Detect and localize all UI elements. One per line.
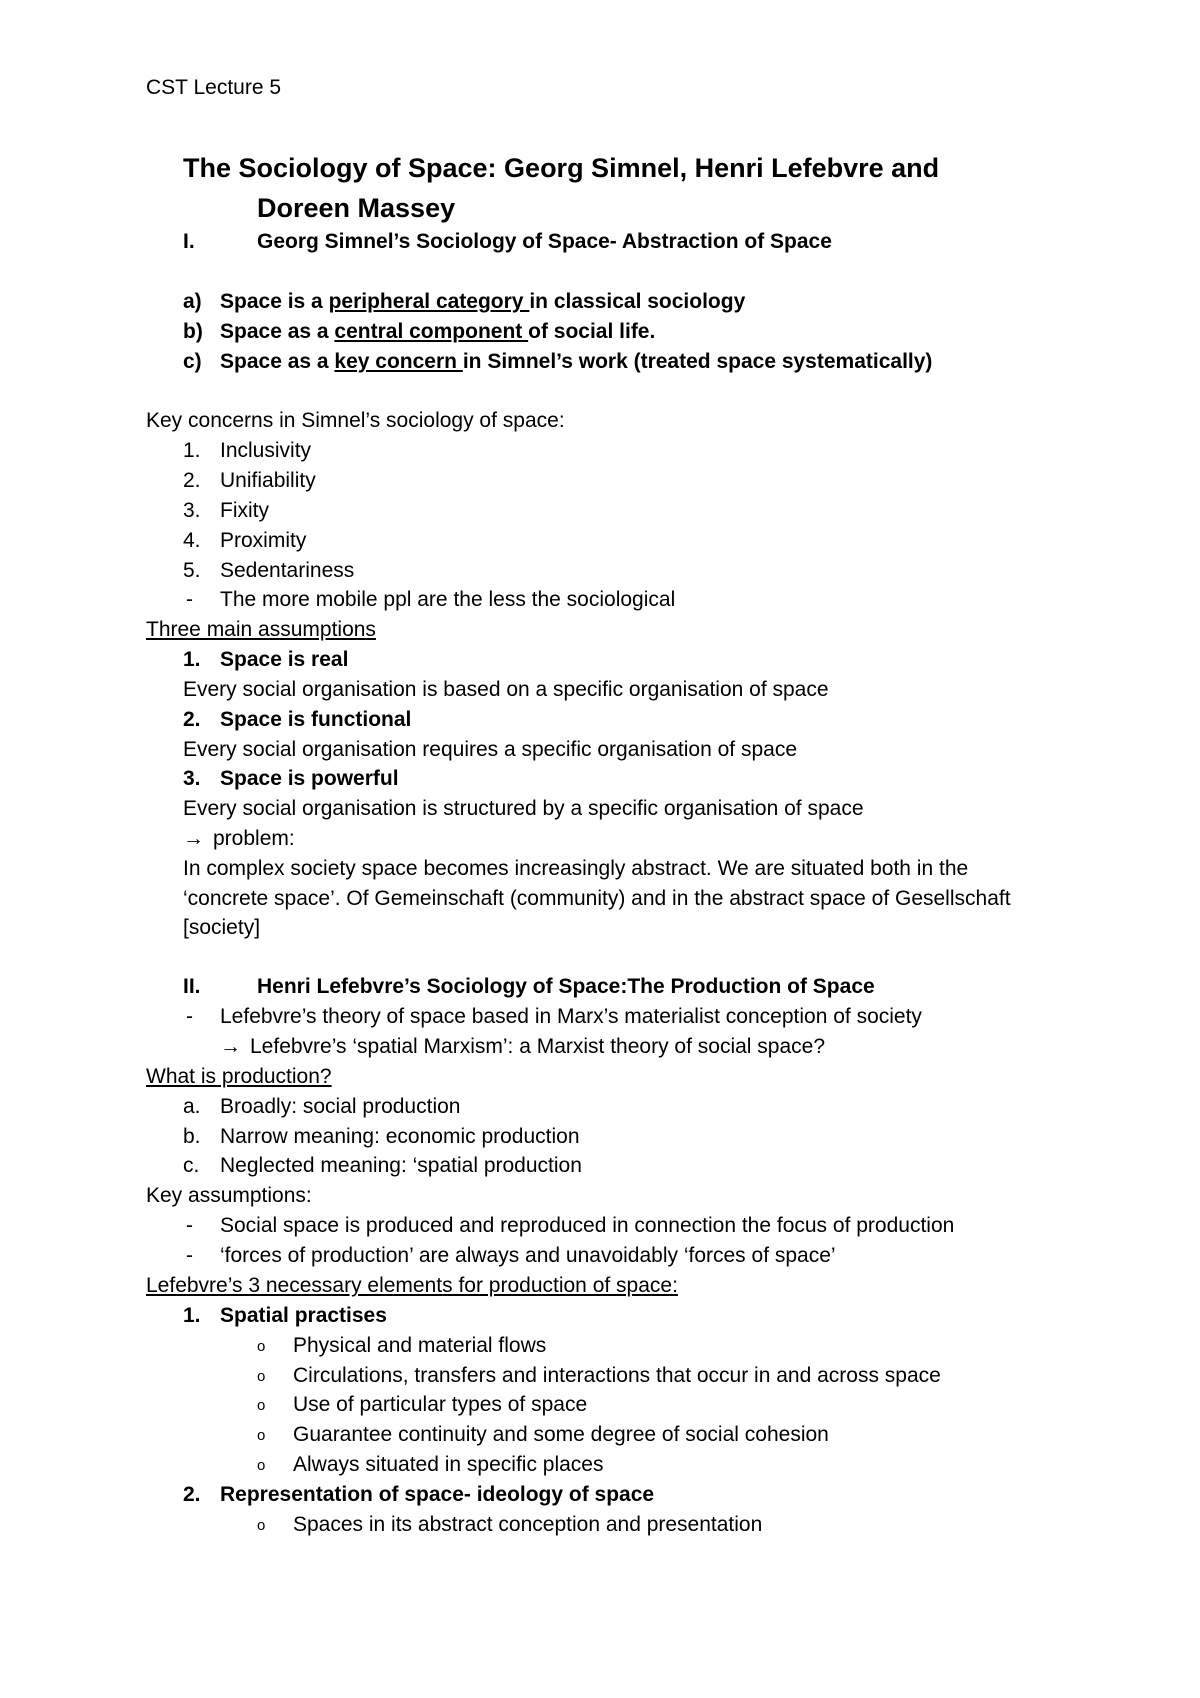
bullet-icon: o <box>257 1338 266 1355</box>
mobility-note: The more mobile ppl are the less the sociological <box>220 588 676 611</box>
problem-text-line-2: ‘concrete space’. Of Gemeinschaft (community) and in the abstract space of Gesellschaft <box>183 887 1011 910</box>
production-letter: a. <box>183 1095 201 1118</box>
problem-text-line-1: In complex society space becomes increasingly abstract. We are situated both in the <box>183 857 969 880</box>
problem-line <box>183 825 295 853</box>
element-title: Representation of space- ideology of space <box>220 1483 655 1506</box>
concern-number: 2. <box>183 469 201 492</box>
production-item: Narrow meaning: economic production <box>220 1125 580 1148</box>
elements-heading: Lefebvre’s 3 necessary elements for production of space: <box>146 1274 678 1297</box>
key-assumptions-heading: Key assumptions: <box>146 1184 312 1207</box>
assumption-number: 3. <box>183 767 201 790</box>
point-c-underline: key concern <box>334 350 463 373</box>
bullet-icon: o <box>257 1397 266 1414</box>
arrow-right-icon: → <box>183 827 204 850</box>
concern-item: Sedentariness <box>220 559 355 582</box>
assumption-description: Every social organisation requires a specific organisation of space <box>183 738 797 761</box>
production-letter: b. <box>183 1125 201 1148</box>
key-assumption-item: Social space is produced and reproduced in connection the focus of production <box>220 1214 955 1237</box>
bullet-icon: o <box>257 1368 266 1385</box>
point-c-post: in Simnel’s work (treated space systematically) <box>462 350 933 373</box>
concern-number: 5. <box>183 559 201 582</box>
concern-item: Fixity <box>220 499 269 522</box>
problem-text-line-3: [society] <box>183 916 261 939</box>
point-b-pre: Space as a <box>220 320 335 343</box>
section-2-heading: Henri Lefebvre’s Sociology of Space:The Production of Space <box>257 975 875 998</box>
bullet-item: Spaces in its abstract conception and presentation <box>293 1513 763 1536</box>
problem-label: problem: <box>213 827 295 850</box>
assumption-description: Every social organisation is based on a specific organisation of space <box>183 678 829 701</box>
key-concerns-intro: Key concerns in Simnel’s sociology of space: <box>146 409 565 432</box>
concern-number: 1. <box>183 439 201 462</box>
production-heading: What is production? <box>146 1065 332 1088</box>
bullet-item: Guarantee continuity and some degree of social cohesion <box>293 1423 829 1446</box>
dash-marker: - <box>186 1005 193 1028</box>
header-text: CST Lecture 5 <box>146 76 282 99</box>
dash-marker: - <box>186 588 193 611</box>
key-assumption-item: ‘forces of production’ are always and unavoidably ‘forces of space’ <box>220 1244 836 1267</box>
assumptions-heading: Three main assumptions <box>146 618 376 641</box>
point-b <box>220 318 655 346</box>
production-letter: c. <box>183 1154 200 1177</box>
point-b-underline: central component <box>334 320 529 343</box>
concern-number: 3. <box>183 499 201 522</box>
bullet-item: Use of particular types of space <box>293 1393 588 1416</box>
concern-item: Inclusivity <box>220 439 312 462</box>
bullet-item: Physical and material flows <box>293 1334 547 1357</box>
assumption-title: Space is powerful <box>220 767 399 790</box>
point-c-pre: Space as a <box>220 350 335 373</box>
dash-marker: - <box>186 1244 193 1267</box>
point-a-label: a) <box>183 290 202 313</box>
production-item: Neglected meaning: ‘spatial production <box>220 1154 582 1177</box>
section-1-heading: Georg Simnel’s Sociology of Space- Abstraction of Space <box>257 230 832 253</box>
assumption-number: 2. <box>183 708 201 731</box>
bullet-icon: o <box>257 1427 266 1444</box>
dash-marker: - <box>186 1214 193 1237</box>
page-title-line-2: Doreen Massey <box>257 193 456 223</box>
arrow-right-icon: → <box>220 1035 241 1058</box>
point-b-label: b) <box>183 320 203 343</box>
point-a <box>220 288 745 316</box>
point-b-post: of social life. <box>528 320 656 343</box>
assumption-number: 1. <box>183 648 201 671</box>
assumption-title: Space is functional <box>220 708 412 731</box>
assumption-description: Every social organisation is structured by a specific organisation of space <box>183 797 864 820</box>
bullet-icon: o <box>257 1457 266 1474</box>
point-a-pre: Space is a <box>220 290 329 313</box>
page-title-line-1: The Sociology of Space: Georg Simnel, Henri Lefebvre and <box>183 153 940 183</box>
assumption-title: Space is real <box>220 648 349 671</box>
bullet-icon: o <box>257 1517 266 1534</box>
section-1-number: I. <box>183 230 195 253</box>
production-item: Broadly: social production <box>220 1095 461 1118</box>
point-a-post: in classical sociology <box>529 290 746 313</box>
element-number: 2. <box>183 1483 201 1506</box>
bullet-item: Circulations, transfers and interactions that occur in and across space <box>293 1364 941 1387</box>
point-a-underline: peripheral category <box>328 290 530 313</box>
element-title: Spatial practises <box>220 1304 387 1327</box>
bullet-item: Always situated in specific places <box>293 1453 604 1476</box>
element-number: 1. <box>183 1304 201 1327</box>
section-2-number: II. <box>183 975 201 998</box>
concern-number: 4. <box>183 529 201 552</box>
concern-item: Unifiability <box>220 469 316 492</box>
point-c-label: c) <box>183 350 202 373</box>
theory-note: Lefebvre’s theory of space based in Marx’s materialist conception of society <box>220 1005 922 1028</box>
spatial-marxism-line <box>220 1033 825 1061</box>
concern-item: Proximity <box>220 529 307 552</box>
point-c <box>220 348 932 376</box>
spatial-marxism-text: Lefebvre’s ‘spatial Marxism’: a Marxist theory of social space? <box>250 1035 826 1058</box>
